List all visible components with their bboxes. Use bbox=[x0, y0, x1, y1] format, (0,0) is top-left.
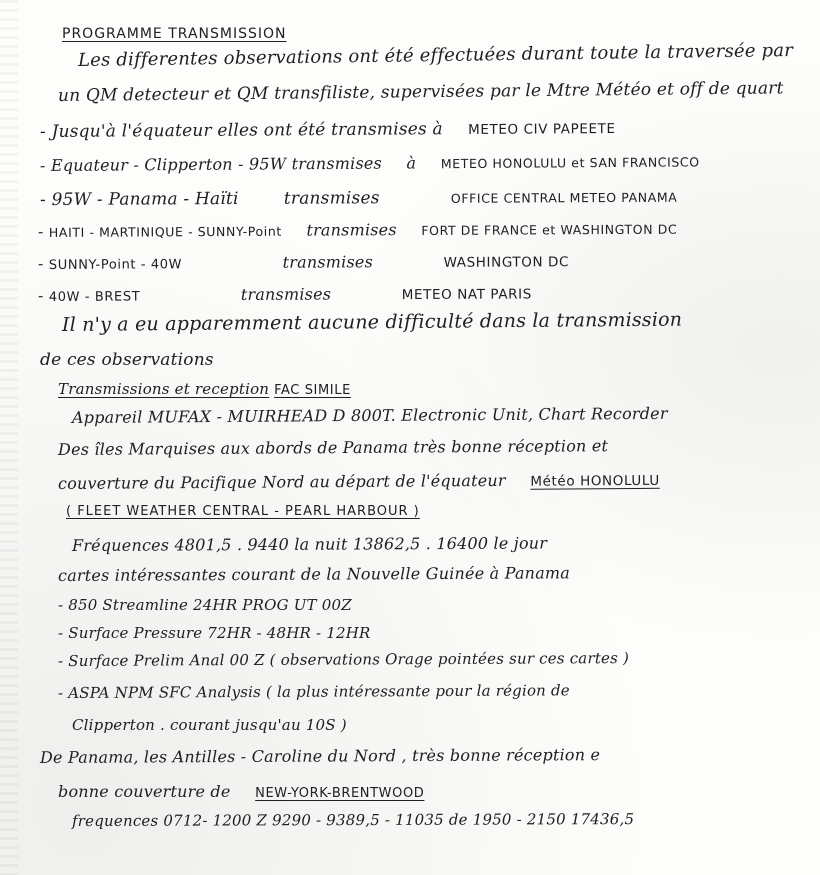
route-segment: 40W - BREST bbox=[48, 289, 141, 305]
route-5 bbox=[38, 251, 569, 273]
route-destination: OFFICE CENTRAL METEO PANAMA bbox=[450, 189, 678, 206]
fleet-weather-central: ( FLEET WEATHER CENTRAL - PEARL HARBOUR ) bbox=[66, 504, 420, 519]
reception-text: couverture du Pacifique Nord au départ de l'équateur bbox=[57, 470, 506, 493]
route-dash: - bbox=[37, 221, 44, 241]
route-destination: WASHINGTON DC bbox=[443, 254, 570, 271]
route-prep: à bbox=[406, 153, 417, 173]
route-6 bbox=[38, 283, 532, 305]
chart-item-4: - ASPA NPM SFC Analysis ( la plus intéressante pour la région de bbox=[57, 681, 570, 702]
panama-source: NEW-YORK-BRENTWOOD bbox=[255, 786, 425, 801]
intro-line-1: Les differentes observations ont été effectuées durant toute la traversée par bbox=[77, 40, 794, 71]
route-segment: 95W - Panama - Haïti bbox=[51, 188, 239, 210]
route-dash: - bbox=[39, 155, 46, 175]
conclusion-line-2: de ces observations bbox=[40, 350, 214, 370]
route-4 bbox=[38, 219, 677, 241]
reception-source: Météo HONOLULU bbox=[530, 472, 660, 490]
route-verb: transmises bbox=[283, 188, 380, 209]
section-heading-fac-simile bbox=[58, 380, 351, 398]
apparatus-line: Appareil MUFAX - MUIRHEAD D 800T. Electronic Unit, Chart Recorder bbox=[71, 403, 668, 427]
charts-intro: cartes intéressantes courant de la Nouvelle Guinée à Panama bbox=[57, 563, 571, 585]
section-heading-b: FAC SIMILE bbox=[274, 383, 351, 398]
chart-item-1: - 850 Streamline 24HR PROG UT 00Z bbox=[58, 596, 352, 614]
panama-line-1: De Panama, les Antilles - Caroline du Nord , très bonne réception e bbox=[39, 745, 601, 767]
route-dash: - bbox=[37, 285, 44, 305]
route-segment: HAITI - MARTINIQUE - SUNNY-Point bbox=[48, 223, 282, 240]
chart-item-2: - Surface Pressure 72HR - 48HR - 12HR bbox=[58, 624, 371, 642]
route-1 bbox=[40, 118, 616, 142]
reception-line-2 bbox=[58, 470, 660, 493]
panama-text: bonne couverture de bbox=[58, 782, 231, 801]
route-dash: - bbox=[37, 253, 44, 273]
route-3 bbox=[40, 187, 678, 210]
route-destination: METEO HONOLULU et SAN FRANCISCO bbox=[440, 154, 700, 172]
route-verb: transmises bbox=[282, 252, 373, 272]
route-2 bbox=[40, 151, 700, 175]
frequencies-line-2: frequences 0712- 1200 Z 9290 - 9389,5 - 11035 de 1950 - 2150 17436,5 bbox=[71, 810, 635, 830]
chart-item-5: Clipperton . courant jusqu'au 10S ) bbox=[72, 716, 347, 734]
frequencies-line-1: Fréquences 4801,5 . 9440 la nuit 13862,5 . 16400 le jour bbox=[71, 533, 548, 555]
chart-item-3: - Surface Prelim Anal 00 Z ( observations Orage pointées sur ces cartes ) bbox=[57, 649, 630, 670]
route-destination: METEO CIV PAPEETE bbox=[468, 120, 616, 139]
section-heading-a: Transmissions et reception bbox=[58, 380, 270, 398]
route-destination: FORT DE FRANCE et WASHINGTON DC bbox=[421, 221, 678, 238]
route-segment: Equateur - Clipperton - 95W transmises bbox=[50, 153, 382, 175]
document-heading: PROGRAMME TRANSMISSION bbox=[62, 26, 287, 42]
intro-line-2: un QM detecteur et QM transfiliste, supervisées par le Mtre Météo et off de quart bbox=[57, 78, 784, 106]
route-verb: transmises bbox=[306, 220, 397, 240]
panama-line-2 bbox=[58, 782, 424, 801]
route-verb: transmises bbox=[240, 284, 332, 304]
route-dash: - bbox=[39, 189, 47, 210]
reception-line-1: Des îles Marquises aux abords de Panama très bonne réception et bbox=[57, 436, 609, 459]
route-destination: METEO NAT PARIS bbox=[401, 286, 532, 304]
route-segment: Jusqu'à l'équateur elles ont été transmises à bbox=[51, 119, 443, 142]
route-dash: - bbox=[39, 121, 47, 142]
conclusion-line-1: Il n'y a eu apparemment aucune difficulté dans la transmission bbox=[61, 308, 683, 336]
route-segment: SUNNY-Point - 40W bbox=[48, 257, 183, 273]
